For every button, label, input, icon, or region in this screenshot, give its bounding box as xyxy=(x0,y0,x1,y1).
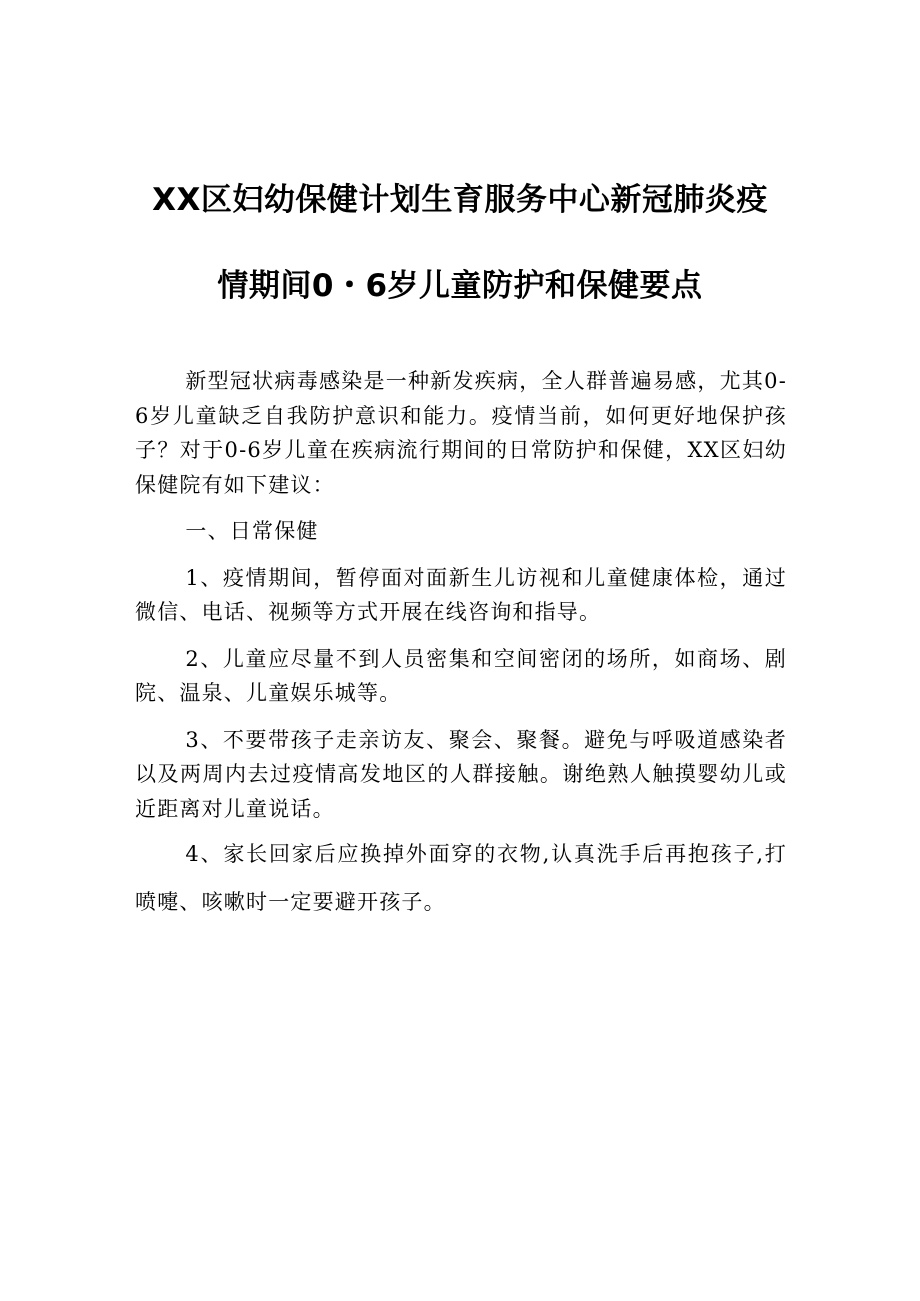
item-paragraph-3: 3、不要带孩子走亲访友、聚会、聚餐。避免与呼吸道感染者以及两周内去过疫情高发地区的人群接触。谢绝熟人触摸婴幼儿或近距离对儿童说话。 xyxy=(135,727,787,821)
intro-paragraph: 新型冠状病毒感染是一种新发疾病，全人群普遍易感，尤其0-6岁儿童缺乏自我防护意识和能力。疫情当前，如何更好地保护孩子？对于0-6岁儿童在疾病流行期间的日常防护和保健，XX区妇幼保健院有如下建议： xyxy=(135,369,787,497)
document-title-line-2: 情期间0・6岁儿童防护和保健要点 xyxy=(217,268,703,304)
item-paragraph-4: 4、家长回家后应换掉外面穿的衣物,认真洗手后再抱孩子,打喷嚏、咳嗽时一定要避开孩子。 xyxy=(135,842,787,914)
item-paragraph-1: 1、疫情期间，暂停面对面新生儿访视和儿童健康体检，通过微信、电话、视频等方式开展在线咨询和指导。 xyxy=(135,565,787,624)
item-paragraph-2: 2、儿童应尽量不到人员密集和空间密闭的场所，如商场、剧院、温泉、儿童娱乐城等。 xyxy=(135,646,787,705)
section-heading-daily-care: 一、日常保健 xyxy=(185,519,319,543)
document-title-line-1: XX区妇幼保健计划生育服务中心新冠肺炎疫 xyxy=(152,182,768,218)
document-body xyxy=(135,364,787,938)
